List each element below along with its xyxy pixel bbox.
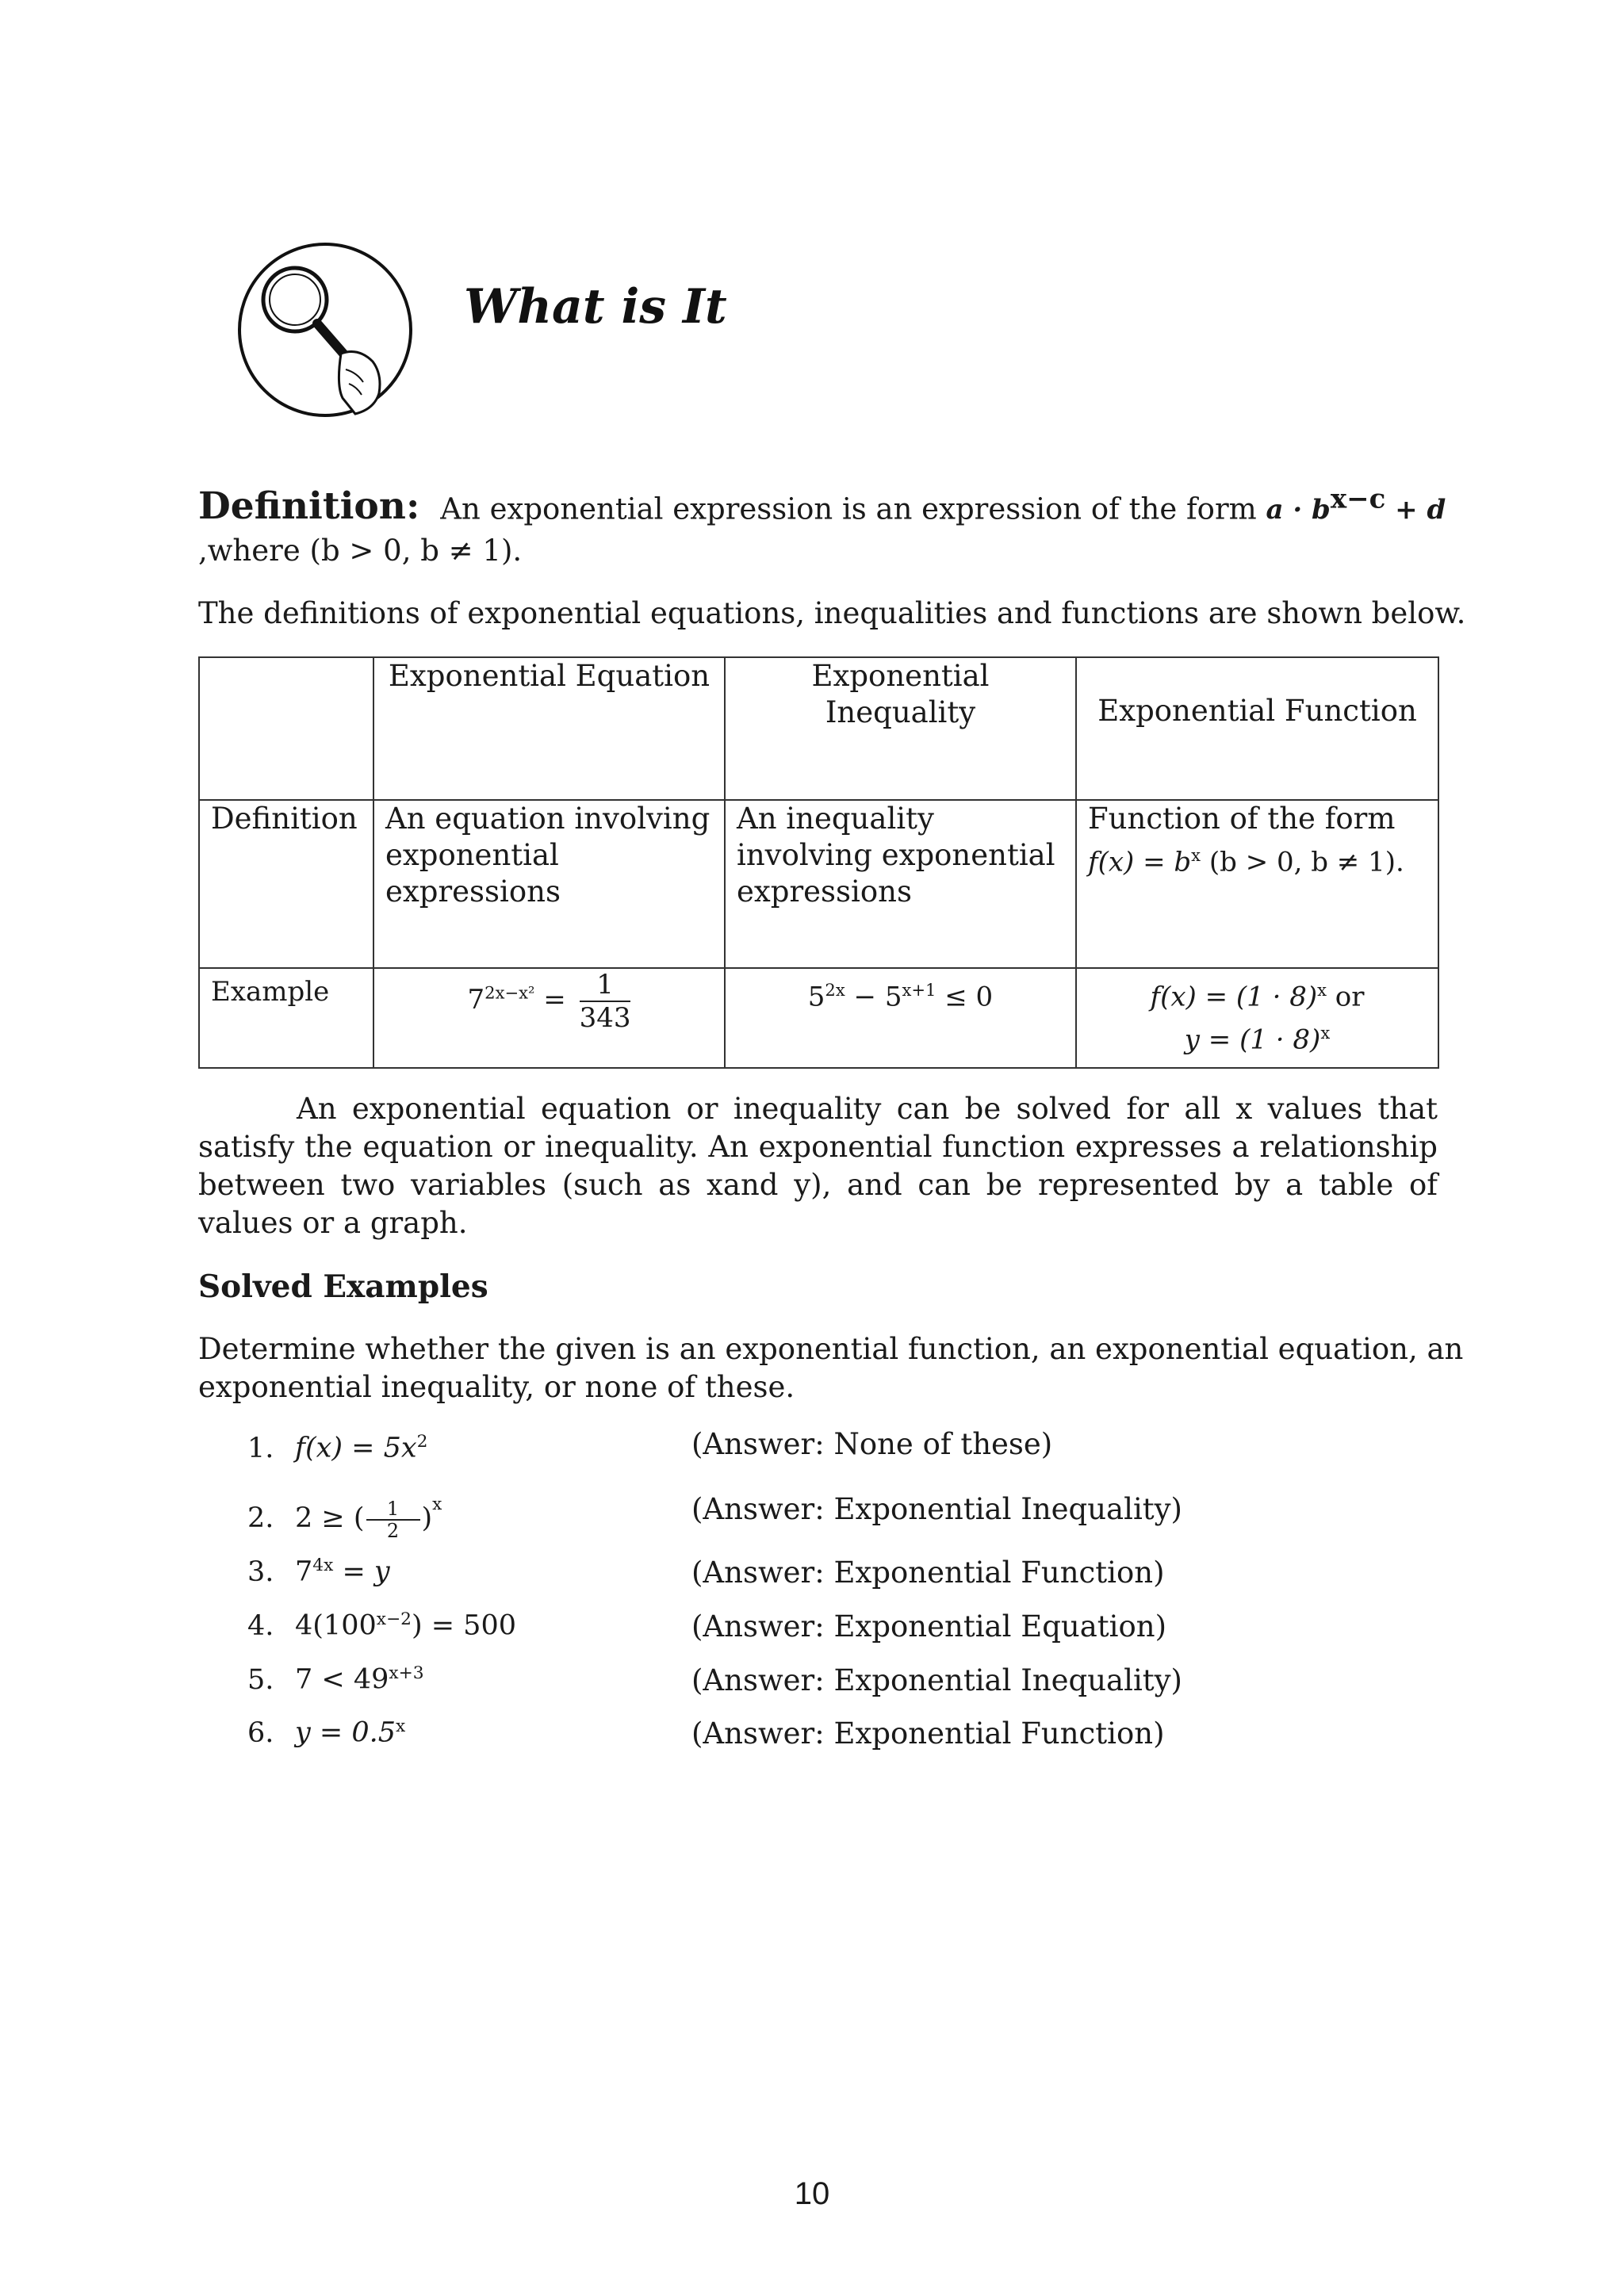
definition-formula-tail: + d [1385, 494, 1446, 526]
eq-exponent: 2x−x² [485, 982, 535, 1003]
item-expression: y = 0.5 [295, 1716, 396, 1749]
eq-denominator: 343 [579, 1002, 631, 1034]
item-answer: (Answer: Exponential Function) [691, 1556, 1165, 1590]
function-def-condition: (b > 0, b ≠ 1). [1201, 846, 1404, 878]
item-tail: ) [421, 1502, 433, 1534]
list-item [247, 1609, 516, 1642]
item-exponent: 2 [416, 1432, 428, 1452]
list-item [247, 1432, 427, 1464]
function-def-exponent: x [1191, 845, 1201, 865]
table-header-cell: Exponential Function [1076, 657, 1438, 800]
function-def-text: Function of the form [1088, 802, 1396, 836]
ineq-exp-a: 2x [825, 980, 845, 1000]
item-exponent: x+3 [389, 1663, 424, 1683]
definition-text: An exponential expression is an expression of the form [440, 492, 1257, 526]
definition-formula: a · b [1266, 494, 1331, 526]
item-expression: 7 [295, 1556, 313, 1588]
list-item [247, 1663, 424, 1696]
table-header-row [199, 657, 1438, 800]
ineq-mid: − 5 [845, 981, 902, 1013]
table-corner-cell [199, 657, 373, 800]
item-answer: (Answer: None of these) [691, 1427, 1053, 1461]
intro-text: The definitions of exponential equations, inequalities and functions are shown below. [198, 596, 1466, 630]
definition-label: Definition: [198, 484, 420, 529]
eq-fraction [580, 969, 631, 1034]
list-item [247, 1494, 442, 1541]
item-exponent: x−2 [376, 1609, 412, 1629]
item-fraction-denominator: 2 [386, 1520, 400, 1542]
item-answer: (Answer: Exponential Function) [691, 1716, 1165, 1751]
item-answer: (Answer: Exponential Inequality) [691, 1663, 1182, 1697]
func-line1-tail: or [1326, 981, 1365, 1013]
definition-formula-exponent: x−c [1330, 484, 1386, 515]
table-row-definition [199, 800, 1438, 968]
row-label: Example [199, 968, 373, 1068]
item-tail: ) = 500 [411, 1609, 516, 1642]
definition-condition: ,where (b > 0, b ≠ 1). [198, 534, 523, 568]
func-line1-exp: x [1317, 980, 1327, 1000]
item-number: 6. [247, 1716, 274, 1749]
eq-numerator: 1 [580, 969, 631, 1002]
ineq-base-a: 5 [807, 981, 825, 1013]
paragraph-text: An exponential equation or inequality can be solved for all x values that satisfy the equation or inequality. An exponential function expresses a relationship between two variables (such as xand y), and can be represented by a table of values or a graph. [198, 1092, 1438, 1240]
example-inequality [725, 968, 1076, 1068]
item-exponent: x [396, 1716, 406, 1736]
solved-examples-heading: Solved Examples [198, 1269, 488, 1305]
item-answer: (Answer: Exponential Equation) [691, 1609, 1167, 1644]
definitions-table [198, 656, 1439, 1069]
func-line2: y = (1 · 8) [1184, 1024, 1321, 1056]
ineq-exp-b: x+1 [902, 980, 936, 1000]
item-fraction [366, 1498, 420, 1541]
list-item [247, 1716, 405, 1749]
func-line2-exp: x [1320, 1023, 1331, 1043]
table-cell: An equation involving exponential expressions [373, 800, 725, 968]
item-number: 5. [247, 1663, 274, 1696]
item-number: 2. [247, 1502, 274, 1534]
item-exponent: 4x [312, 1556, 334, 1575]
item-tail: = y [333, 1556, 390, 1588]
solved-examples-prompt: Determine whether the given is an exponential function, an exponential equation, an exponential inequality, or none of these. [198, 1332, 1464, 1404]
table-header-cell: Exponential Inequality [725, 657, 1076, 800]
example-equation [373, 968, 725, 1068]
item-expression: f(x) = 5x [295, 1432, 417, 1464]
table-header-cell: Exponential Equation [373, 657, 725, 800]
item-fraction-numerator: 1 [366, 1498, 420, 1521]
item-number: 3. [247, 1556, 274, 1588]
eq-base: 7 [467, 984, 485, 1016]
item-exponent: x [432, 1494, 442, 1514]
item-number: 4. [247, 1609, 274, 1642]
eq-relation: = [534, 984, 575, 1016]
ineq-tail: ≤ 0 [936, 981, 994, 1013]
function-def-formula: f(x) = b [1088, 846, 1192, 878]
definition-line [198, 484, 1446, 528]
example-function [1076, 968, 1438, 1068]
row-label: Definition [199, 800, 373, 968]
item-expression: 4(100 [295, 1609, 377, 1642]
table-cell: An inequality involving exponential expressions [725, 800, 1076, 968]
item-number: 1. [247, 1432, 274, 1464]
explanation-paragraph [198, 1090, 1438, 1242]
list-item [247, 1556, 390, 1588]
page-number: 10 [794, 2176, 830, 2211]
item-answer: (Answer: Exponential Inequality) [691, 1492, 1182, 1526]
table-cell-function-def [1076, 800, 1438, 968]
item-expression: 7 < 49 [295, 1663, 389, 1696]
func-line1: f(x) = (1 · 8) [1150, 981, 1318, 1013]
item-expression: 2 ≥ ( [295, 1502, 365, 1534]
magnifying-glass-icon [230, 235, 420, 425]
table-row-example [199, 968, 1438, 1068]
section-title: What is It [464, 279, 727, 335]
